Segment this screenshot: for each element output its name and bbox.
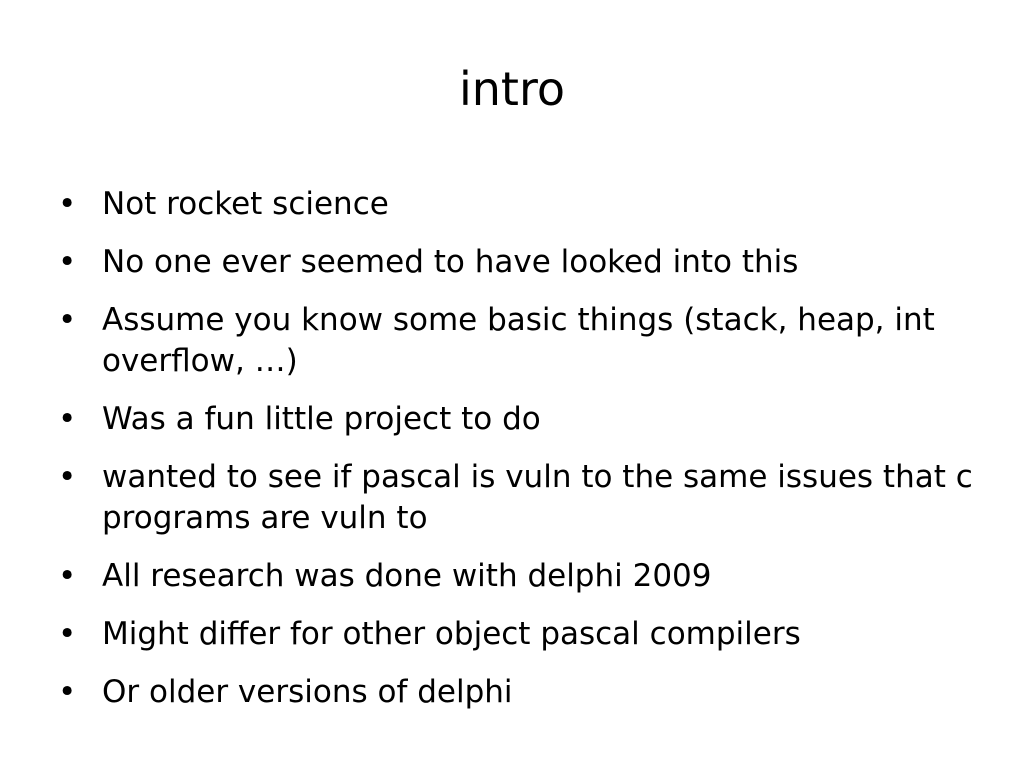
- bullet-text: Assume you know some basic things (stack, heap, int overflow, …): [102, 302, 935, 379]
- bullet-item: [58, 556, 978, 597]
- bullet-list: [58, 184, 978, 730]
- bullet-item: [58, 457, 978, 539]
- bullet-text: Was a fun little project to do: [102, 401, 541, 437]
- bullet-item: [58, 399, 978, 440]
- bullet-icon: •: [58, 616, 77, 652]
- bullet-item: [58, 614, 978, 655]
- bullet-icon: •: [58, 558, 77, 594]
- bullet-item: [58, 300, 978, 382]
- bullet-icon: •: [58, 459, 77, 495]
- bullet-text: Not rocket science: [102, 186, 389, 222]
- bullet-item: [58, 184, 978, 225]
- slide-title: intro: [458, 62, 565, 116]
- bullet-text: Might differ for other object pascal compilers: [102, 616, 801, 652]
- bullet-icon: •: [58, 401, 77, 437]
- bullet-item: [58, 672, 978, 713]
- bullet-icon: •: [58, 244, 77, 280]
- bullet-icon: •: [58, 186, 77, 222]
- bullet-text: Or older versions of delphi: [102, 674, 513, 710]
- bullet-icon: •: [58, 302, 77, 338]
- bullet-item: [58, 242, 978, 283]
- bullet-icon: •: [58, 674, 77, 710]
- bullet-text: All research was done with delphi 2009: [102, 558, 712, 594]
- bullet-text: No one ever seemed to have looked into this: [102, 244, 799, 280]
- bullet-text: wanted to see if pascal is vuln to the same issues that c programs are vuln to: [102, 459, 973, 536]
